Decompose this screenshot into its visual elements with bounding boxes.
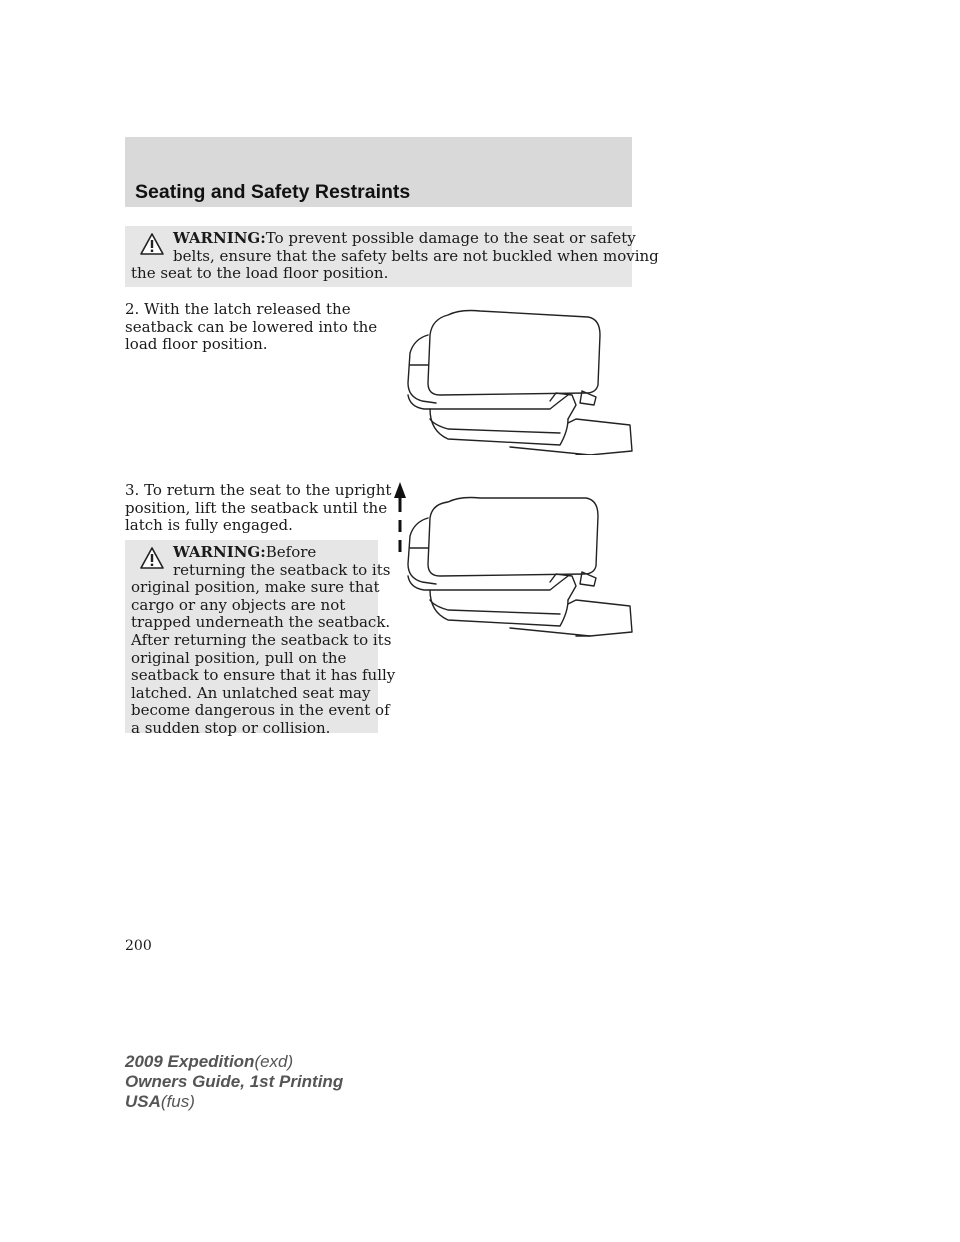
- warning-text-line: cargo or any objects are not: [131, 595, 346, 614]
- document-footer: [125, 1052, 343, 1112]
- page-number: 200: [125, 938, 152, 954]
- warning-text-line: latched. An unlatched seat may: [131, 683, 371, 702]
- footer-region-code: (fus): [160, 1092, 195, 1111]
- text-line: latch is fully engaged.: [125, 516, 293, 535]
- warning-text-line: original position, make sure that: [131, 578, 380, 597]
- warning-text-line: To prevent possible damage to the seat or safety: [265, 229, 636, 247]
- footer-model-code: (exd): [254, 1052, 294, 1071]
- text-line: position, lift the seatback until the: [125, 498, 388, 517]
- text-line: seatback can be lowered into the: [125, 317, 378, 336]
- step-3-text: [125, 482, 391, 535]
- warning-triangle-icon: [139, 546, 165, 570]
- footer-region: USA: [125, 1092, 161, 1111]
- text-line: 3. To return the seat to the upright: [125, 481, 392, 499]
- seat-load-floor-illustration: [400, 305, 640, 455]
- warning-text-line: become dangerous in the event of: [131, 701, 390, 720]
- warning-text-line: seatback to ensure that it has fully: [131, 666, 396, 685]
- step-2-text: [125, 301, 377, 354]
- warning-triangle-icon: [139, 232, 165, 256]
- warning-box-seat-damage: [125, 226, 659, 287]
- warning-label: WARNING:: [173, 543, 266, 561]
- seat-upright-illustration: [390, 480, 640, 640]
- warning-text-line: the seat to the load floor position.: [131, 264, 389, 283]
- footer-model: 2009 Expedition: [125, 1052, 255, 1071]
- footer-guide: Owners Guide, 1st Printing: [125, 1072, 344, 1091]
- warning-text-line: original position, pull on the: [131, 648, 347, 667]
- warning-text-line: belts, ensure that the safety belts are not buckled when moving: [173, 246, 659, 265]
- warning-text-line: Before: [265, 543, 317, 561]
- warning-text-line: returning the seatback to its: [173, 560, 391, 579]
- warning-text-line: trapped underneath the seatback.: [131, 613, 391, 632]
- section-header: [125, 137, 632, 207]
- warning-box-return-seatback: [125, 540, 396, 737]
- section-title: Seating and Safety Restraints: [135, 181, 411, 203]
- warning-label: WARNING:: [173, 229, 266, 247]
- warning-text-line: After returning the seatback to its: [131, 630, 392, 649]
- lift-arrow-icon: [394, 482, 406, 552]
- warning-text-line: a sudden stop or collision.: [131, 718, 331, 737]
- text-line: load floor position.: [125, 335, 268, 354]
- text-line: 2. With the latch released the: [125, 300, 351, 318]
